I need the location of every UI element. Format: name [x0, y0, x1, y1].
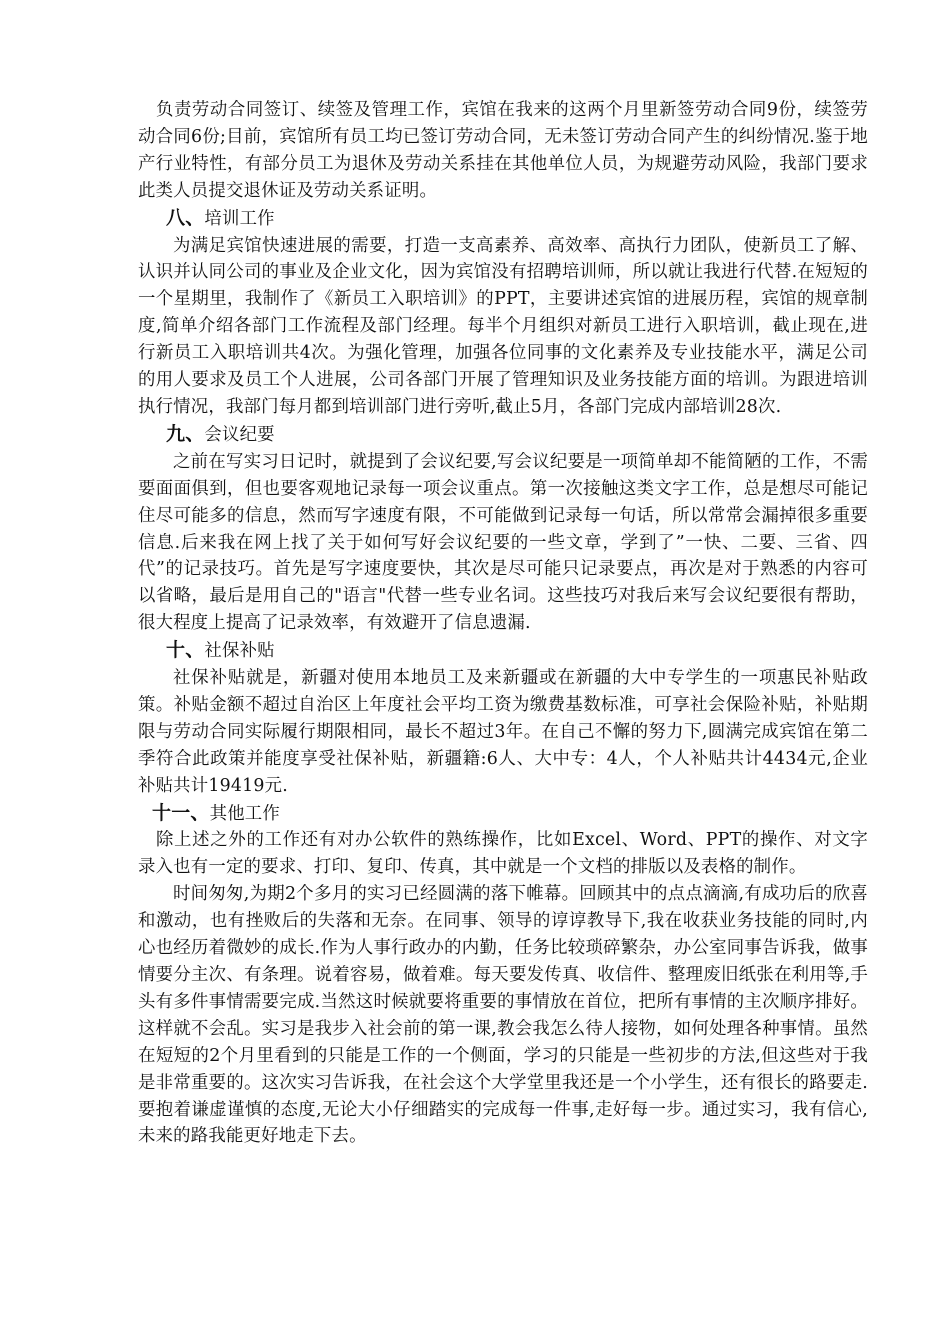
paragraph-meeting-minutes: 之前在写实习日记时，就提到了会议纪要,写会议纪要是一项简单却不能简陋的工作，不需要面面俱到，但也要客观地记录每一项会议重点。第一次接触这类文字工作，总是想尽可能记住尽可能多的信息，然而写字速度有限，不可能做到记录每一句话，所以常常会漏掉很多重要信息.后来我在网上找了关于如何写好会议纪要的一些文章，学到了”一快、二要、三省、四代”的记录技巧。首先是写字速度要快，其次是尽可能只记录要点，再次是对于熟悉的内容可以省略，最后是用自己的"语言"代替一些专业名词。这些技巧对我后来写会议纪要很有帮助，很大程度上提高了记录效率，有效避开了信息遗漏. — [138, 451, 868, 634]
paragraph-labor-contracts: 负责劳动合同签订、续签及管理工作，宾馆在我来的这两个月里新签劳动合同9份，续签劳动合同6份;目前，宾馆所有员工均已签订劳动合同，无未签订劳动合同产生的纠纷情况.鉴于地产行业特性，有部分员工为退休及劳动关系挂在其他单位人员，为规避劳动风险，我部门要求此类人员提交退休证及劳动关系证明。 — [138, 100, 868, 201]
section-title: 培训工作 — [204, 208, 275, 229]
section-number: 十、 — [166, 639, 205, 662]
section-number: 八、 — [166, 206, 205, 229]
section-title: 社保补贴 — [204, 641, 275, 662]
paragraph-other-work: 除上述之外的工作还有对办公软件的熟练操作，比如Excel、Word、PPT的操作、对文字录入也有一定的要求、打印、复印、传真，其中就是一个文档的排版以及表格的制作。 — [138, 830, 868, 878]
section-heading-other-work — [138, 800, 868, 828]
section-number: 十一、 — [152, 801, 210, 824]
section-number: 九、 — [166, 422, 205, 445]
section-title: 其他工作 — [209, 803, 280, 824]
section-title: 会议纪要 — [204, 424, 275, 445]
paragraph-training: 为满足宾馆快速进展的需要，打造一支高素养、高效率、高执行力团队，使新员工了解、认识并认同公司的事业及企业文化，因为宾馆没有招聘培训师，所以就让我进行代替.在短短的一个星期里，我制作了《新员工入职培训》的PPT，主要讲述宾馆的进展历程，宾馆的规章制度,简单介绍各部门工作流程及部门经理。每半个月组织对新员工进行入职培训，截止现在,进行新员工入职培训共4次。为强化管理，加强各位同事的文化素养及专业技能水平，满足公司的用人要求及员工个人进展，公司各部门开展了管理知识及业务技能方面的培训。为跟进培训执行情况，我部门每月都到培训部门进行旁听,截止5月，各部门完成内部培训28次. — [138, 235, 868, 417]
document-body — [138, 97, 868, 1150]
paragraph-summary: 时间匆匆,为期2个多月的实习已经圆满的落下帷幕。回顾其中的点点滴滴,有成功后的欣喜和激动，也有挫败后的失落和无奈。在同事、领导的谆谆教导下,我在收获业务技能的同时,内心也经历着微妙的成长.作为人事行政办的内勤，任务比较琐碎繁杂，办公室同事告诉我，做事情要分主次、有条理。说着容易，做着难。每天要发传真、收信件、整理废旧纸张在利用等,手头有多件事情需要完成.当然这时候就要将重要的事情放在首位，把所有事情的主次顺序排好。这样就不会乱。实习是我步入社会前的第一课,教会我怎么待人接物，如何处理各种事情。虽然在短短的2个月里看到的只能是工作的一个侧面，学习的只能是一些初步的方法,但这些对于我是非常重要的。这次实习告诉我，在社会这个大学堂里我还是一个小学生，还有很长的路要走.要抱着谦虚谨慎的态度,无论大小仔细踏实的完成每一件事,走好每一步。通过实习，我有信心,未来的路我能更好地走下去。 — [138, 884, 868, 1147]
paragraph-social-security: 社保补贴就是，新疆对使用本地员工及来新疆或在新疆的大中专学生的一项惠民补贴政策。补贴金额不超过自治区上年度社会平均工资为缴费基数标准，可享社会保险补贴，补贴期限与劳动合同实际履行期限相同，最长不超过3年。在自己不懈的努力下,圆满完成宾馆在第二季符合此政策并能度享受社保补贴，新疆籍:6人、大中专：4人，个人补贴共计4434元,企业补贴共计19419元. — [138, 668, 868, 796]
section-heading-meeting-minutes — [138, 421, 868, 449]
section-heading-training — [138, 205, 868, 233]
section-heading-social-security — [138, 637, 868, 665]
